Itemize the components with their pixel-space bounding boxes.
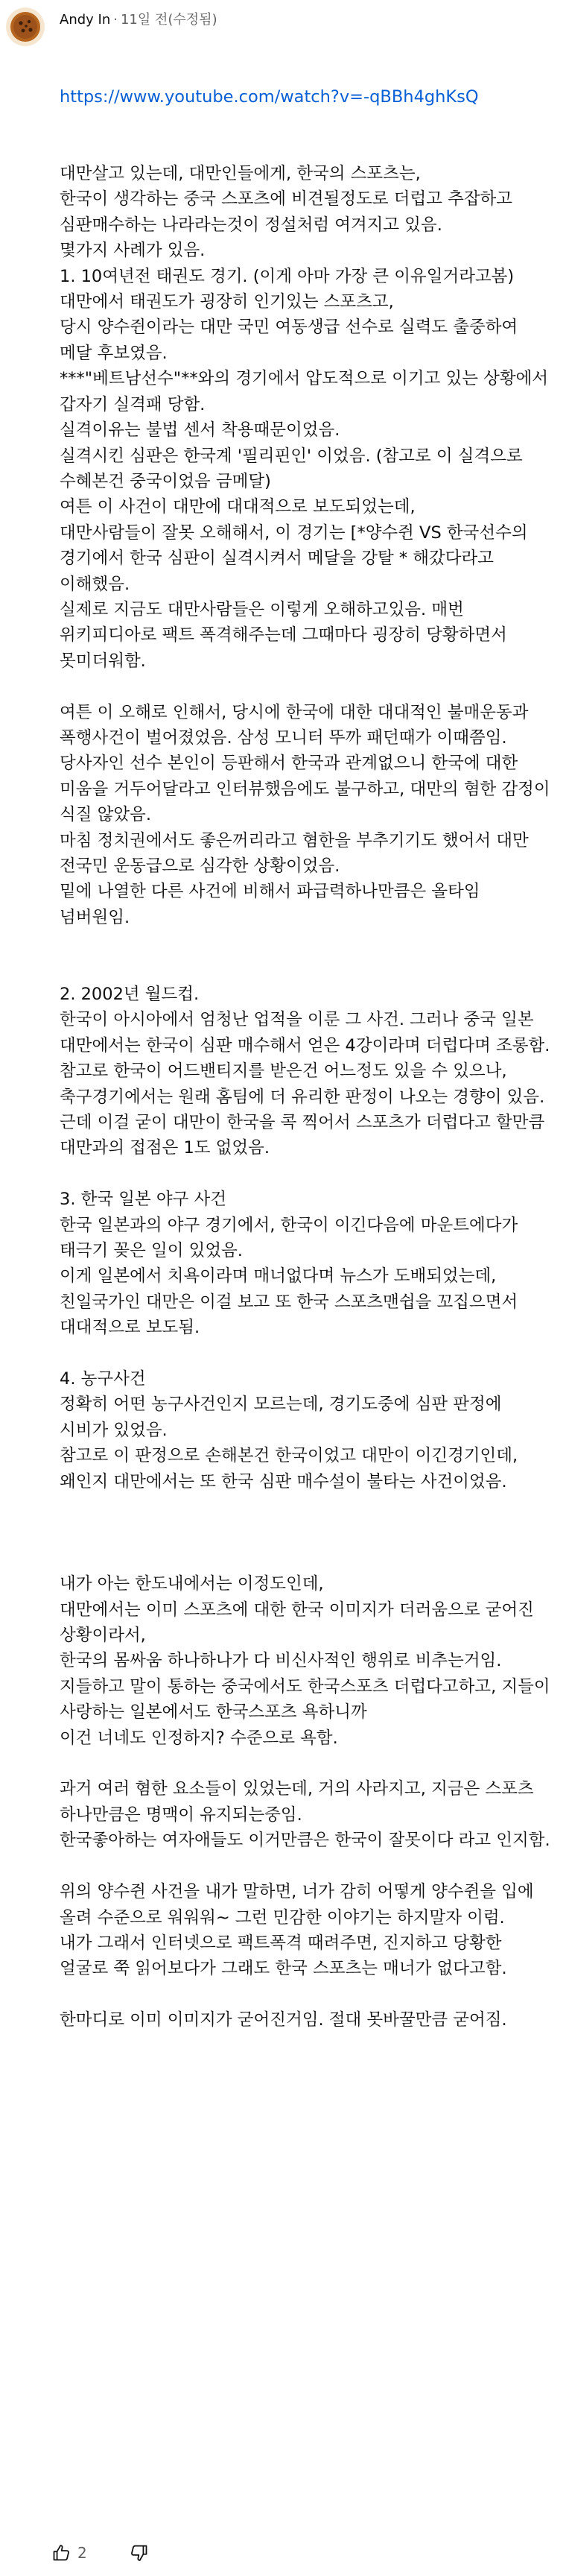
comment-line: 지들하고 말이 통하는 중국에서도 한국스포츠 더럽다고하고, 지들이 사랑하는 일본에서도 한국스포츠 욕하니까 (60, 1676, 556, 1723)
comment-line: 참고로 이 판정으로 손해본건 한국이었고 대만이 이긴경기인데, 왜인지 대만에서는 또 한국 심판 매수설이 불타는 사건이었음. (60, 1446, 524, 1491)
comment-line: 과거 여러 혐한 요소들이 있었는데, 거의 사라지고, 지금은 스포츠 하나만큼은 명맥이 유지되는중임. (60, 1779, 539, 1825)
author-name[interactable]: Andy In (60, 12, 111, 28)
like-button[interactable] (49, 2540, 74, 2566)
comment-line: 이게 일본에서 치욕이라며 매너없다며 뉴스가 도배되었는데, 친일국가인 대만은 이걸 보고 또 한국 스포츠맨쉽을 꼬집으면서 대대적으로 보도됨. (60, 1266, 524, 1338)
comment-line: 이건 너네도 인정하지? 수준으로 욕함. (60, 1728, 338, 1748)
comment-line (60, 1751, 551, 1776)
thumbs-down-icon (128, 2542, 149, 2563)
comment-line: 대만에서 태권도가 굉장히 인기있는 스포츠고, (60, 292, 394, 312)
comment-line: 1. 10여년전 태권도 경기. (이게 아마 가장 큰 이유일거라고봄) (60, 266, 515, 286)
comment-line (60, 1494, 551, 1520)
comment-line: 당사자인 선수 본인이 등판해서 한국과 관계없으니 한국에 대한 미움을 거두어달라고 인터뷰했음에도 불구하고, 대만의 혐한 감정이 식질 않았음. (60, 754, 556, 825)
comment-line (60, 956, 551, 982)
comment-line: 몇가지 사례가 있음. (60, 241, 206, 261)
comment-line: 대만살고 있는데, 대만인들에게, 한국의 스포츠는, (60, 164, 421, 184)
thumbs-up-icon (51, 2542, 72, 2563)
youtube-link[interactable]: https://www.youtube.com/watch?v=-qBBh4ghKsQ (60, 86, 479, 107)
comment-text (60, 161, 556, 2033)
comment-timestamp[interactable]: 11일 전(수정됨) (120, 12, 217, 28)
comment-line: 정확히 어떤 농구사건인지 모르는데, 경기도중에 심판 판정에 시비가 있었음. (60, 1395, 507, 1440)
comment-line: 마침 정치권에서도 좋은꺼리라고 혐한을 부추기기도 했어서 대만 전국민 운동급으로 심각한 상황이었음. (60, 830, 534, 876)
like-count: 2 (77, 2544, 87, 2562)
comment-line: 내가 아는 한도내에서는 이정도인데, (60, 1574, 324, 1594)
comment-line: 한국 일본과의 야구 경기에서, 한국이 이긴다음에 마운트에다가 태극기 꽂은 일이 있었음. (60, 1215, 524, 1261)
comment-actions (49, 2540, 151, 2566)
comment-body (60, 33, 556, 2084)
comment-line: 위의 양수쥔 사건을 내가 말하면, 너가 감히 어떻게 양수쥔을 입에 올려 수준으로 워워워~ 그런 민감한 이야기는 하지말자 이럼. (60, 1882, 539, 1928)
comment-line (60, 1546, 551, 1571)
comment-line (60, 1161, 551, 1187)
comment-line: 여튼 이 사건이 대만에 대대적으로 보도되었는데, (60, 497, 416, 517)
comment-line: 한국의 몸싸움 하나하나가 다 비신사적인 행위로 비추는거임. (60, 1651, 502, 1671)
comment-line (60, 1520, 551, 1545)
comment-line: 내가 그래서 인터넷으로 팩트폭격 때려주면, 진지하고 당황한 얼굴로 쭉 읽어보다가 그래도 한국 스포츠는 매너가 없다고함. (60, 1933, 507, 1979)
comment-line: 참고로 한국이 어드밴티지를 받은건 어느정도 있을 수 있으나, 축구경기에서는 원래 홈팀에 더 유리한 판정이 나오는 경향이 있음. (60, 1061, 545, 1107)
comment-line (60, 1854, 551, 1879)
comment-header (60, 10, 551, 30)
comment-line: 2. 2002년 월드컵. (60, 984, 200, 1004)
comment-line (60, 1341, 551, 1366)
comment-line (60, 1982, 551, 2007)
comment-line: 여튼 이 오해로 인해서, 당시에 한국에 대한 대대적인 불매운동과 폭행사건이 벌어졌었음. 삼성 모니터 뚜까 패던때가 이때쯤임. (60, 702, 534, 748)
header-separator: · (113, 12, 118, 28)
comment-line: 한마디로 이미 이미지가 굳어진거임. 절대 못바꿀만큼 굳어짐. (60, 2010, 507, 2030)
comment-line: 실격이유는 불법 센서 착용때문이었음. (60, 420, 340, 441)
comment-line: 실제로 지금도 대만사람들은 이렇게 오해하고있음. 매번 위키피디아로 팩트 폭격해주는데 그때마다 굉장히 당황하면서 못미더워함. (60, 599, 513, 671)
comment-line: 4. 농구사건 (60, 1369, 146, 1389)
comment-line: 실격시킨 심판은 한국계 '필리핀인' 이었음. (참고로 이 실격으로 수혜본건 중국이었음 금메달) (60, 446, 528, 491)
comment-line: ***"베트남선수"**와의 경기에서 압도적으로 이기고 있는 상황에서 갑자기 실격패 당함. (60, 369, 554, 414)
author-avatar[interactable] (6, 7, 45, 46)
comment-line: 한국이 아시아에서 엄청난 업적을 이룬 그 사건. 그러나 중국 일본 대만에서는 한국이 심판 매수해서 얻은 4강이라며 더럽다며 조롱함. (60, 1010, 550, 1055)
comment-line: 밑에 나열한 다른 사건에 비해서 파급력하나만큼은 올타임 넘버원임. (60, 882, 486, 927)
comment-line (60, 930, 551, 956)
comment-line: 대만사람들이 잘못 오해해서, 이 경기는 [*양수쥔 VS 한국선수의 경기에서 한국 심판이 실격시켜서 메달을 강탈 * 해갔다라고 이해했음. (60, 523, 533, 594)
comment-line (60, 674, 551, 699)
comment-line: 근데 이걸 굳이 대만이 한국을 콕 찍어서 스포츠가 더럽다고 할만큼 대만과의 접점은 1도 없었음. (60, 1113, 550, 1158)
comment-line: 한국좋아하는 여자애들도 이거만큼은 한국이 잘못이다 라고 인지함. (60, 1831, 550, 1851)
comment-line: 3. 한국 일본 야구 사건 (60, 1190, 226, 1210)
dislike-button[interactable] (126, 2540, 151, 2566)
cookie-avatar-icon (6, 7, 45, 46)
comment-line: 당시 양수쥔이라는 대만 국민 여동생급 선수로 실력도 출중하여 메달 후보였음. (60, 318, 524, 363)
comment-line: 대만에서는 이미 스포츠에 대한 한국 이미지가 더러움으로 굳어진 상황이라서, (60, 1600, 540, 1646)
comment-line: 한국이 생각하는 중국 스포츠에 비견될정도로 더럽고 추잡하고 심판매수하는 나라라는것이 정설처럼 여겨지고 있음. (60, 189, 518, 235)
